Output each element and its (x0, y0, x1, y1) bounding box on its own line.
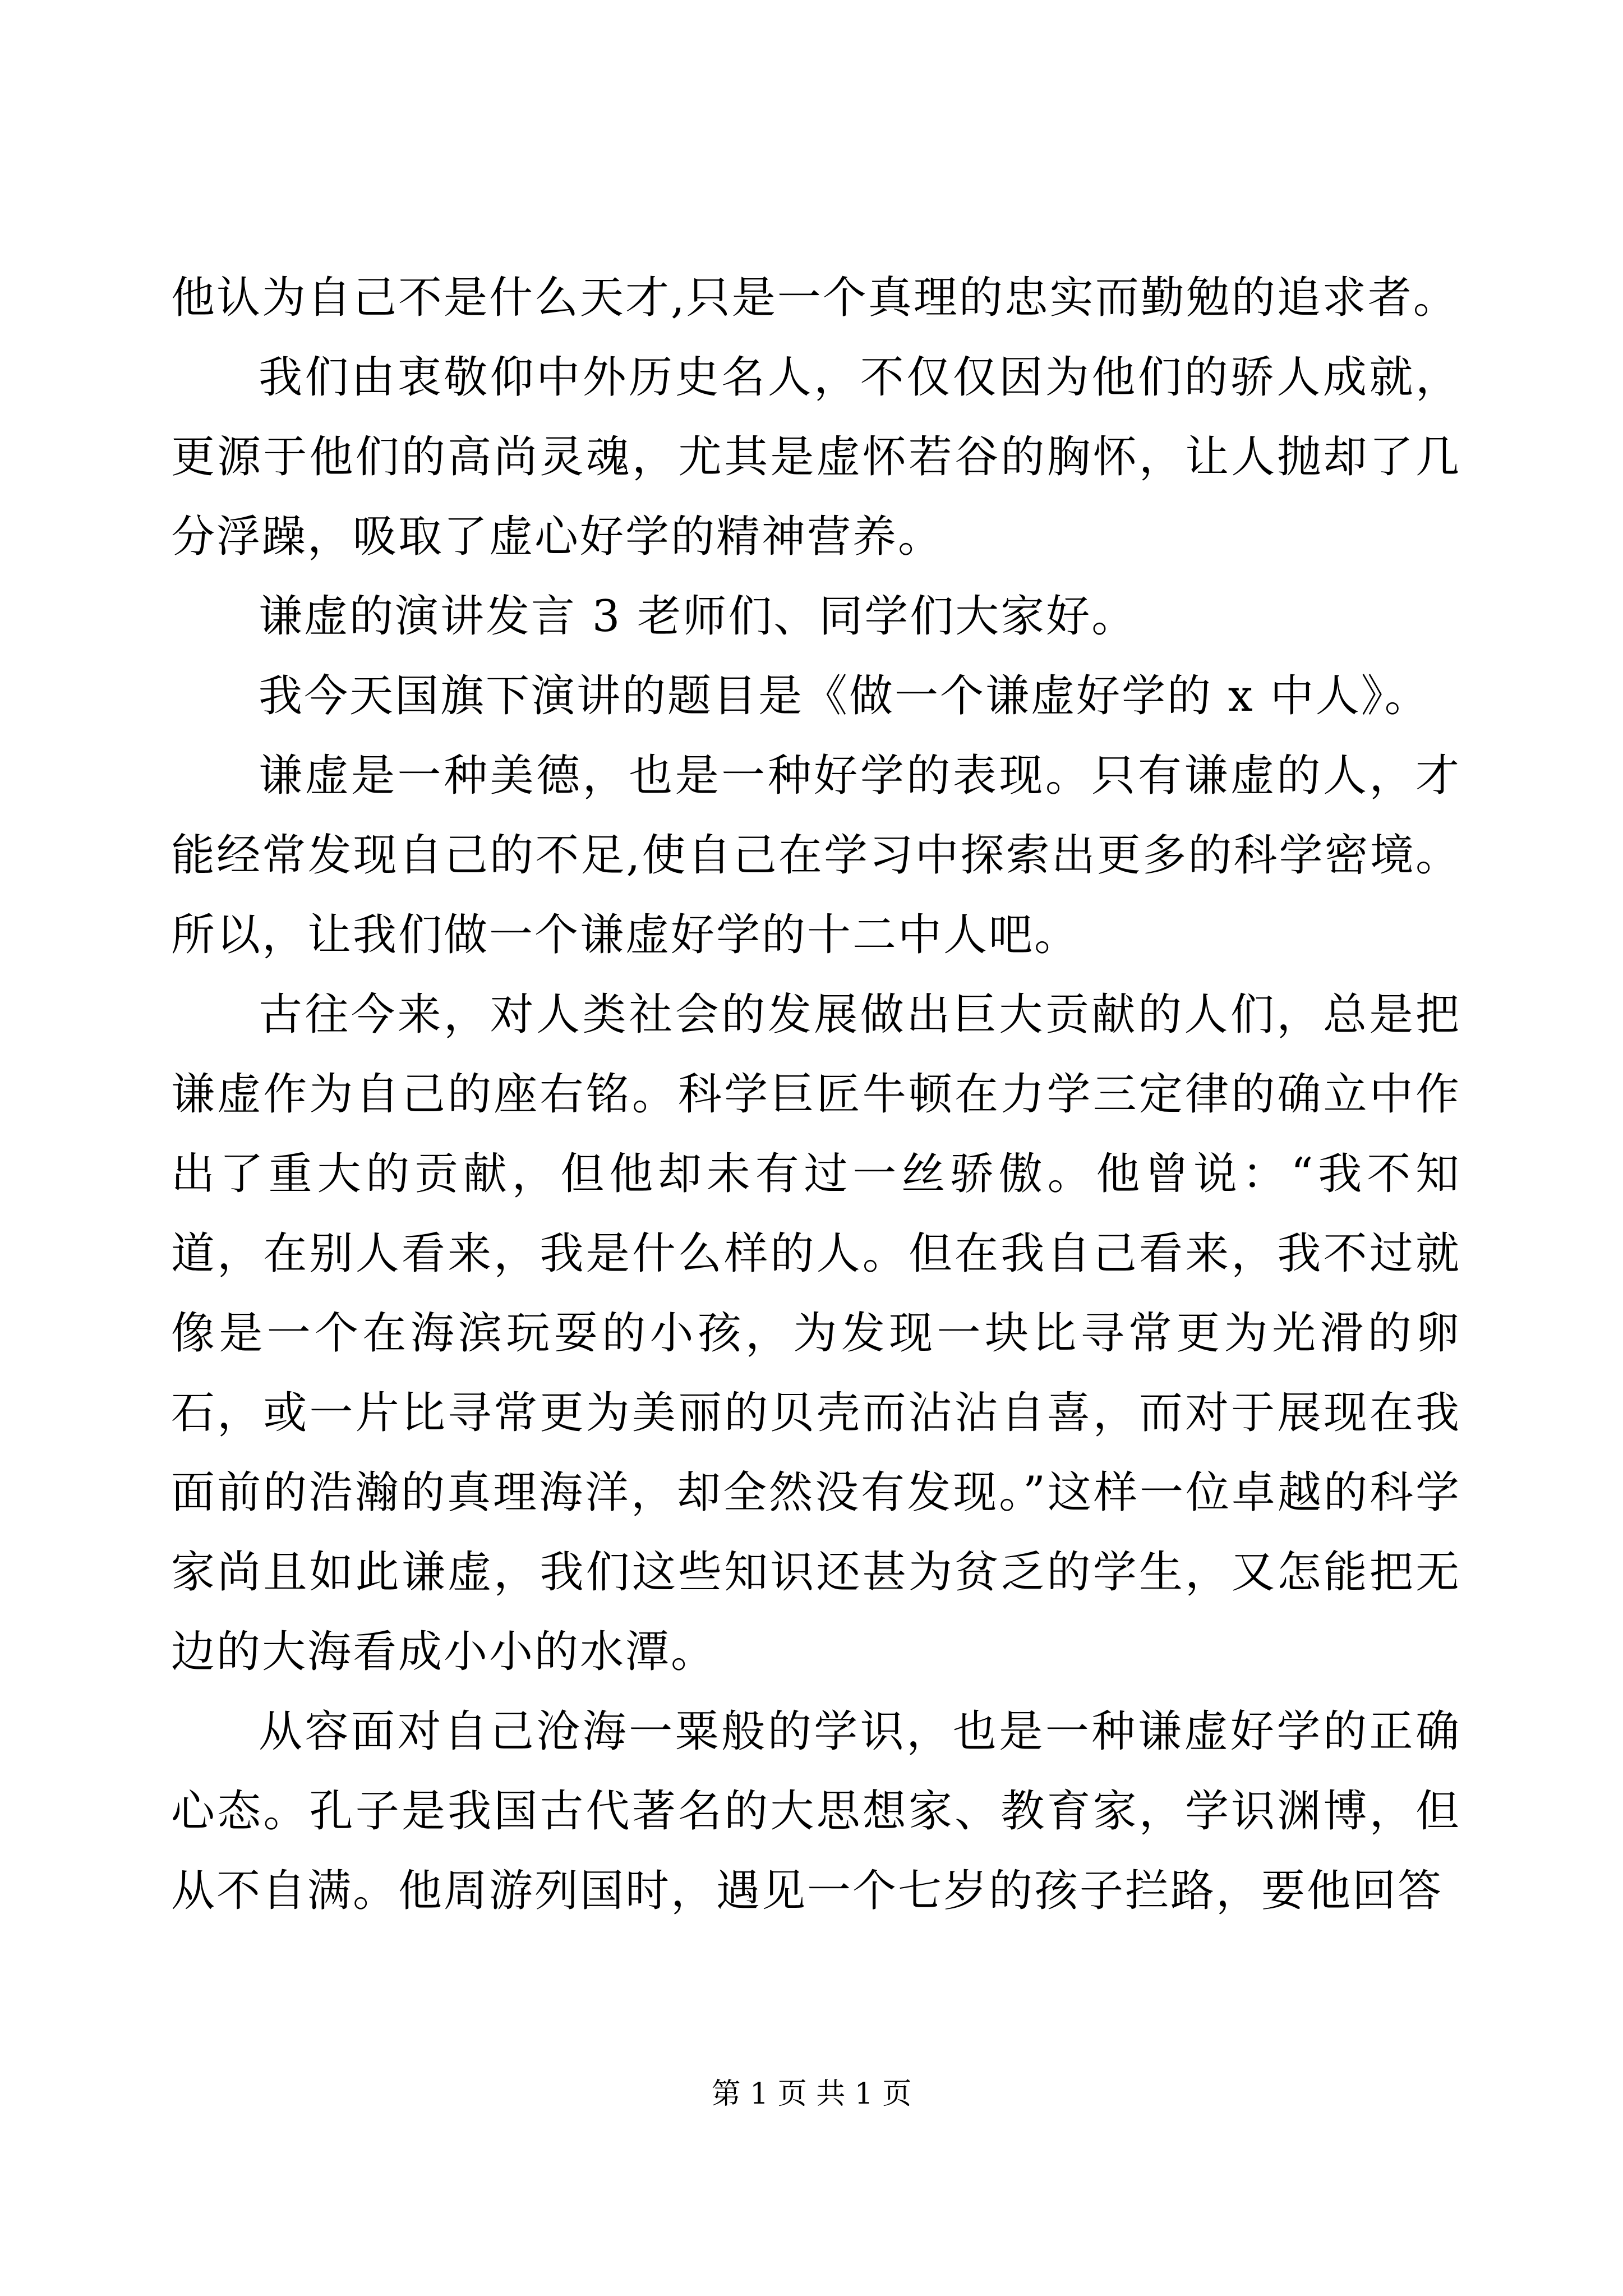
paragraph-3: 谦虚的演讲发言 3 老师们、同学们大家好。 (259, 591, 1137, 642)
paragraph-1: 他认为自己不是什么天才,只是一个真理的忠实而勤勉的追求者。 (171, 273, 1459, 323)
paragraph-2: 我们由衷敬仰中外历史名人，不仅仅因为他们的骄人成就，更源于他们的高尚灵魂，尤其是虚怀若谷的胸怀，让人抛却了几分浮躁，吸取了虚心好学的精神营养。 (171, 352, 1461, 562)
paragraph-6: 古往今来，对人类社会的发展做出巨大贡献的人们，总是把谦虚作为自己的座右铭。科学巨匠牛顿在力学三定律的确立中作出了重大的贡献，但他却未有过一丝骄傲。他曾说：“我不知道，在别人看来，我是什么样的人。但在我自己看来，我不过就像是一个在海滨玩耍的小孩，为发现一块比寻常更为光滑的卵石，或一片比寻常更为美丽的贝壳而沾沾自喜，而对于展现在我面前的浩瀚的真理海洋，却全然没有发现。”这样一位卓越的科学家尚且如此谦虚，我们这些知识还甚为贫乏的学生，又怎能把无边的大海看成小小的水潭。 (171, 990, 1461, 1677)
paragraph-5: 谦虚是一种美德，也是一种好学的表现。只有谦虚的人，才能经常发现自己的不足,使自己在学习中探索出更多的科学密境。所以，让我们做一个谦虚好学的十二中人吧。 (171, 751, 1461, 960)
page-footer: 第 1 页 共 1 页 (711, 2077, 912, 2111)
paragraph-4: 我今天国旗下演讲的题目是《做一个谦虚好学的 x 中人》。 (259, 671, 1430, 721)
document-body (171, 258, 1461, 1931)
paragraph-7: 从容面对自己沧海一粟般的学识，也是一种谦虚好学的正确心态。孔子是我国古代著名的大思想家、教育家，学识渊博，但从不自满。他周游列国时，遇见一个七岁的孩子拦路，要他回答 (171, 1706, 1461, 1916)
